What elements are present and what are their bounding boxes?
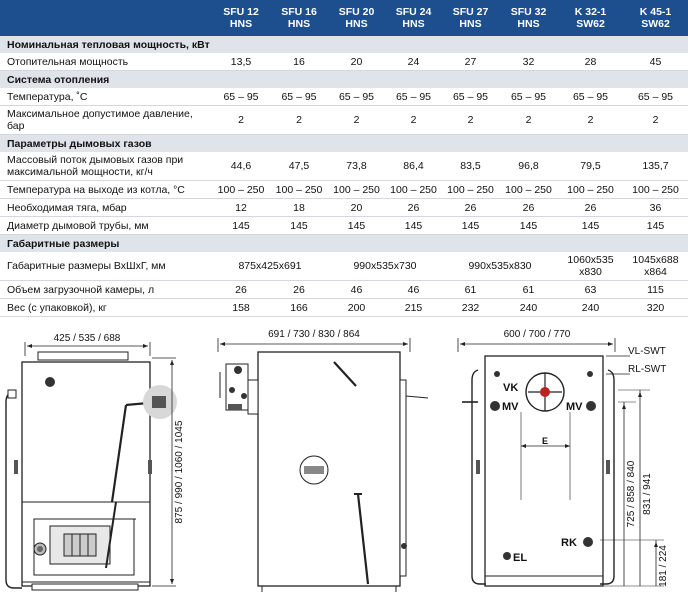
value-cell: 45 bbox=[623, 53, 688, 71]
value-cell: 200 bbox=[328, 299, 385, 317]
value-cell: 232 bbox=[442, 299, 499, 317]
value-cell: 20 bbox=[328, 199, 385, 217]
model-header: SFU 32 HNS bbox=[499, 0, 558, 36]
value-cell: 320 bbox=[623, 299, 688, 317]
row-label: Объем загрузочной камеры, л bbox=[0, 281, 212, 299]
value-cell: 2 bbox=[385, 106, 442, 135]
value-cell: 26 bbox=[212, 281, 270, 299]
value-cell: 145 bbox=[212, 217, 270, 235]
section-header-row bbox=[0, 135, 688, 153]
value-cell: 61 bbox=[499, 281, 558, 299]
value-cell: 2 bbox=[328, 106, 385, 135]
value-cell: 65 – 95 bbox=[442, 88, 499, 106]
section-header-row bbox=[0, 235, 688, 253]
value-cell: 65 – 95 bbox=[623, 88, 688, 106]
value-cell: 65 – 95 bbox=[212, 88, 270, 106]
value-cell: 100 – 250 bbox=[212, 181, 270, 199]
value-cell: 145 bbox=[328, 217, 385, 235]
value-cell: 96,8 bbox=[499, 152, 558, 181]
mv-left-label: MV bbox=[502, 401, 519, 413]
value-cell: 2 bbox=[558, 106, 623, 135]
row-label: Массовый поток дымовых газов при максимальной мощности, кг/ч bbox=[0, 152, 212, 181]
row-label: Температура, ˚С bbox=[0, 88, 212, 106]
spec-row bbox=[0, 281, 688, 299]
back-height-dim-1: 725 / 858 / 840 bbox=[626, 460, 637, 528]
value-cell: 100 – 250 bbox=[623, 181, 688, 199]
value-cell: 990x535x730 bbox=[328, 252, 442, 281]
value-cell: 2 bbox=[623, 106, 688, 135]
value-cell: 16 bbox=[270, 53, 328, 71]
value-cell: 32 bbox=[499, 53, 558, 71]
value-cell: 100 – 250 bbox=[442, 181, 499, 199]
value-cell: 18 bbox=[270, 199, 328, 217]
value-cell: 1060x535 x830 bbox=[558, 252, 623, 281]
value-cell: 240 bbox=[558, 299, 623, 317]
value-cell: 86,4 bbox=[385, 152, 442, 181]
value-cell: 26 bbox=[385, 199, 442, 217]
value-cell: 145 bbox=[270, 217, 328, 235]
back-height-dim-2: 831 / 941 bbox=[642, 473, 653, 515]
model-header: SFU 16 HNS bbox=[270, 0, 328, 36]
section-title: Система отопления bbox=[0, 71, 688, 89]
vl-swt-label: VL-SWT bbox=[628, 346, 666, 357]
value-cell: 100 – 250 bbox=[499, 181, 558, 199]
value-cell: 26 bbox=[558, 199, 623, 217]
spec-row bbox=[0, 88, 688, 106]
value-cell: 145 bbox=[558, 217, 623, 235]
row-label: Необходимая тяга, мбар bbox=[0, 199, 212, 217]
side-depth-dim: 691 / 730 / 830 / 864 bbox=[268, 329, 360, 340]
rl-swt-label: RL-SWT bbox=[628, 364, 667, 375]
spec-row bbox=[0, 181, 688, 199]
value-cell: 990x535x830 bbox=[442, 252, 558, 281]
value-cell: 13,5 bbox=[212, 53, 270, 71]
value-cell: 12 bbox=[212, 199, 270, 217]
model-header: K 45-1 SW62 bbox=[623, 0, 688, 36]
value-cell: 79,5 bbox=[558, 152, 623, 181]
value-cell: 36 bbox=[623, 199, 688, 217]
value-cell: 63 bbox=[558, 281, 623, 299]
rk-label: RK bbox=[561, 537, 577, 549]
value-cell: 145 bbox=[499, 217, 558, 235]
value-cell: 61 bbox=[442, 281, 499, 299]
value-cell: 20 bbox=[328, 53, 385, 71]
spec-row bbox=[0, 53, 688, 71]
spec-row bbox=[0, 217, 688, 235]
spec-row bbox=[0, 106, 688, 135]
model-header: SFU 27 HNS bbox=[442, 0, 499, 36]
value-cell: 158 bbox=[212, 299, 270, 317]
value-cell: 2 bbox=[270, 106, 328, 135]
row-label: Габаритные размеры ВхШхГ, мм bbox=[0, 252, 212, 281]
el-label: EL bbox=[513, 552, 528, 564]
row-label: Максимальное допустимое давление, бар bbox=[0, 106, 212, 135]
model-header: SFU 12 HNS bbox=[212, 0, 270, 36]
front-view bbox=[6, 342, 177, 590]
value-cell: 100 – 250 bbox=[558, 181, 623, 199]
value-cell: 65 – 95 bbox=[270, 88, 328, 106]
e-dim-label: E bbox=[541, 436, 549, 446]
value-cell: 83,5 bbox=[442, 152, 499, 181]
value-cell: 115 bbox=[623, 281, 688, 299]
value-cell: 26 bbox=[499, 199, 558, 217]
value-cell: 47,5 bbox=[270, 152, 328, 181]
front-width-dim: 425 / 535 / 688 bbox=[53, 333, 121, 344]
value-cell: 28 bbox=[558, 53, 623, 71]
value-cell: 26 bbox=[270, 281, 328, 299]
back-width-dim: 600 / 700 / 770 bbox=[503, 329, 571, 340]
value-cell: 135,7 bbox=[623, 152, 688, 181]
value-cell: 65 – 95 bbox=[385, 88, 442, 106]
row-label: Температура на выходе из котла, °С bbox=[0, 181, 212, 199]
value-cell: 100 – 250 bbox=[328, 181, 385, 199]
model-header: SFU 20 HNS bbox=[328, 0, 385, 36]
section-header-row bbox=[0, 36, 688, 53]
value-cell: 65 – 95 bbox=[499, 88, 558, 106]
value-cell: 240 bbox=[499, 299, 558, 317]
spec-row bbox=[0, 199, 688, 217]
spec-row bbox=[0, 299, 688, 317]
value-cell: 145 bbox=[442, 217, 499, 235]
value-cell: 65 – 95 bbox=[328, 88, 385, 106]
value-cell: 73,8 bbox=[328, 152, 385, 181]
value-cell: 44,6 bbox=[212, 152, 270, 181]
row-label: Отопительная мощность bbox=[0, 53, 212, 71]
value-cell: 145 bbox=[623, 217, 688, 235]
back-height-dim-3: 181 / 224 bbox=[658, 545, 669, 587]
value-cell: 145 bbox=[385, 217, 442, 235]
value-cell: 2 bbox=[499, 106, 558, 135]
value-cell: 166 bbox=[270, 299, 328, 317]
value-cell: 46 bbox=[385, 281, 442, 299]
side-view bbox=[218, 338, 428, 592]
value-cell: 2 bbox=[212, 106, 270, 135]
value-cell: 1045x688 x864 bbox=[623, 252, 688, 281]
row-label: Вес (с упаковкой), кг bbox=[0, 299, 212, 317]
spec-row bbox=[0, 152, 688, 181]
value-cell: 100 – 250 bbox=[385, 181, 442, 199]
section-header-row bbox=[0, 71, 688, 89]
model-header-row bbox=[0, 0, 688, 36]
value-cell: 100 – 250 bbox=[270, 181, 328, 199]
value-cell: 26 bbox=[442, 199, 499, 217]
model-header: SFU 24 HNS bbox=[385, 0, 442, 36]
value-cell: 27 bbox=[442, 53, 499, 71]
value-cell: 65 – 95 bbox=[558, 88, 623, 106]
value-cell: 24 bbox=[385, 53, 442, 71]
section-title: Габаритные размеры bbox=[0, 235, 688, 253]
model-header: K 32-1 SW62 bbox=[558, 0, 623, 36]
vk-label: VK bbox=[503, 382, 519, 394]
mv-right-label: MV bbox=[566, 401, 583, 413]
front-height-dim: 875 / 990 / 1060 / 1045 bbox=[174, 420, 185, 524]
section-title: Параметры дымовых газов bbox=[0, 135, 688, 153]
value-cell: 875x425x691 bbox=[212, 252, 328, 281]
value-cell: 215 bbox=[385, 299, 442, 317]
value-cell: 2 bbox=[442, 106, 499, 135]
header-corner bbox=[0, 0, 212, 36]
boiler-drawings bbox=[0, 322, 688, 610]
spec-row bbox=[0, 252, 688, 281]
value-cell: 46 bbox=[328, 281, 385, 299]
section-title: Номинальная тепловая мощность, кВт bbox=[0, 36, 688, 53]
row-label: Диаметр дымовой трубы, мм bbox=[0, 217, 212, 235]
